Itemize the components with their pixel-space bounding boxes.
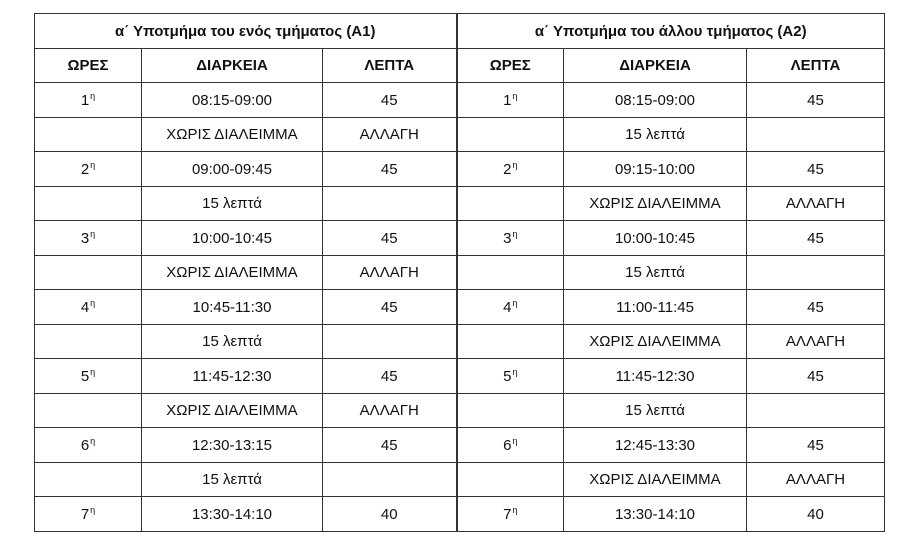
a2-hour-cell bbox=[457, 187, 564, 221]
a2-duration-cell: 10:00-10:45 bbox=[564, 221, 747, 256]
a2-hour-cell bbox=[457, 83, 564, 118]
a1-minutes-cell: ΑΛΛΑΓΗ bbox=[323, 394, 457, 428]
a1-minutes-cell: 45 bbox=[323, 428, 457, 463]
a1-hour-cell bbox=[35, 359, 142, 394]
a1-duration-cell: 10:00-10:45 bbox=[142, 221, 323, 256]
a2-minutes-cell: ΑΛΛΑΓΗ bbox=[747, 325, 885, 359]
a2-minutes-cell: 45 bbox=[747, 221, 885, 256]
a2-hour-ordinal: η bbox=[512, 298, 518, 308]
section-title-row bbox=[35, 14, 885, 49]
a2-duration-cell: ΧΩΡΙΣ ΔΙΑΛΕΙΜΜΑ bbox=[564, 187, 747, 221]
a1-hour-ordinal: η bbox=[90, 298, 96, 308]
a1-hour-ordinal: η bbox=[90, 367, 96, 377]
table-row bbox=[35, 290, 885, 325]
a1-hour-number: 4 bbox=[80, 299, 90, 316]
table-row bbox=[35, 152, 885, 187]
a1-duration-cell: ΧΩΡΙΣ ΔΙΑΛΕΙΜΜΑ bbox=[142, 118, 323, 152]
a2-hour-cell bbox=[457, 256, 564, 290]
a1-hour-number: 3 bbox=[80, 230, 90, 247]
a2-hour-cell bbox=[457, 221, 564, 256]
a1-hour-cell bbox=[35, 428, 142, 463]
a1-duration-cell: 08:15-09:00 bbox=[142, 83, 323, 118]
a1-hour-cell bbox=[35, 187, 142, 221]
a2-minutes-cell bbox=[747, 256, 885, 290]
a1-hour-ordinal: η bbox=[90, 91, 96, 101]
table-row bbox=[35, 256, 885, 290]
a1-minutes-cell: ΑΛΛΑΓΗ bbox=[323, 256, 457, 290]
a1-hour-number: 1 bbox=[80, 92, 90, 109]
a2-hour-cell bbox=[457, 118, 564, 152]
a1-hour-cell bbox=[35, 497, 142, 532]
a2-minutes-cell: 40 bbox=[747, 497, 885, 532]
a1-hour-number: 5 bbox=[80, 368, 90, 385]
a1-minutes-header: ΛΕΠΤΑ bbox=[323, 49, 457, 83]
a2-hour-number: 6 bbox=[503, 437, 512, 454]
a1-minutes-cell bbox=[323, 325, 457, 359]
a2-hour-number: 3 bbox=[503, 230, 512, 247]
a1-duration-cell: 15 λεπτά bbox=[142, 325, 323, 359]
a2-hour-ordinal: η bbox=[512, 367, 518, 377]
a1-minutes-cell bbox=[323, 187, 457, 221]
a2-duration-cell: 15 λεπτά bbox=[564, 118, 747, 152]
a2-hour-ordinal: η bbox=[512, 505, 518, 515]
table-row bbox=[35, 463, 885, 497]
schedule-table bbox=[34, 13, 885, 532]
a2-hour-number: 4 bbox=[503, 299, 512, 316]
a1-duration-cell: ΧΩΡΙΣ ΔΙΑΛΕΙΜΜΑ bbox=[142, 394, 323, 428]
table-row bbox=[35, 83, 885, 118]
a2-hour-number: 5 bbox=[503, 368, 512, 385]
a2-duration-cell: 11:45-12:30 bbox=[564, 359, 747, 394]
a2-minutes-cell: 45 bbox=[747, 359, 885, 394]
a2-hour-ordinal: η bbox=[512, 91, 518, 101]
section-a1-title: α΄ Υποτμήμα του ενός τμήματος (Α1) bbox=[35, 14, 457, 49]
a2-duration-cell: 15 λεπτά bbox=[564, 256, 747, 290]
a1-minutes-cell: 45 bbox=[323, 359, 457, 394]
a1-hours-header: ΩΡΕΣ bbox=[35, 49, 142, 83]
a1-duration-cell: 11:45-12:30 bbox=[142, 359, 323, 394]
a2-duration-header: ΔΙΑΡΚΕΙΑ bbox=[564, 49, 747, 83]
a1-hour-cell bbox=[35, 325, 142, 359]
a1-duration-cell: 10:45-11:30 bbox=[142, 290, 323, 325]
a2-hour-cell bbox=[457, 359, 564, 394]
a2-hour-cell bbox=[457, 325, 564, 359]
a2-minutes-cell bbox=[747, 394, 885, 428]
table-row bbox=[35, 187, 885, 221]
a2-hour-cell bbox=[457, 497, 564, 532]
a1-hour-ordinal: η bbox=[90, 505, 96, 515]
a2-minutes-cell bbox=[747, 118, 885, 152]
a2-minutes-cell: 45 bbox=[747, 83, 885, 118]
table-row bbox=[35, 221, 885, 256]
a2-hour-ordinal: η bbox=[512, 436, 518, 446]
a1-duration-cell: 13:30-14:10 bbox=[142, 497, 323, 532]
a2-duration-cell: 12:45-13:30 bbox=[564, 428, 747, 463]
a1-duration-header: ΔΙΑΡΚΕΙΑ bbox=[142, 49, 323, 83]
section-a2-title: α΄ Υποτμήμα του άλλου τμήματος (Α2) bbox=[457, 14, 885, 49]
a2-minutes-header: ΛΕΠΤΑ bbox=[747, 49, 885, 83]
a1-hour-cell bbox=[35, 290, 142, 325]
a2-duration-cell: 15 λεπτά bbox=[564, 394, 747, 428]
a2-minutes-cell: 45 bbox=[747, 152, 885, 187]
column-header-row bbox=[35, 49, 885, 83]
a1-hour-number: 7 bbox=[80, 506, 90, 523]
a2-hour-ordinal: η bbox=[512, 229, 518, 239]
a1-hour-ordinal: η bbox=[90, 229, 96, 239]
a2-hours-header: ΩΡΕΣ bbox=[457, 49, 564, 83]
a2-hour-cell bbox=[457, 394, 564, 428]
a2-hour-cell bbox=[457, 463, 564, 497]
a2-minutes-cell: ΑΛΛΑΓΗ bbox=[747, 187, 885, 221]
a1-minutes-cell: ΑΛΛΑΓΗ bbox=[323, 118, 457, 152]
a2-duration-cell: 09:15-10:00 bbox=[564, 152, 747, 187]
a1-hour-cell bbox=[35, 463, 142, 497]
a1-minutes-cell: 45 bbox=[323, 221, 457, 256]
a2-hour-ordinal: η bbox=[512, 160, 518, 170]
table-row bbox=[35, 118, 885, 152]
a1-hour-number: 2 bbox=[80, 161, 90, 178]
a1-hour-number: 6 bbox=[80, 437, 90, 454]
a1-hour-cell bbox=[35, 394, 142, 428]
a2-hour-cell bbox=[457, 428, 564, 463]
a1-hour-cell bbox=[35, 118, 142, 152]
a2-hour-cell bbox=[457, 290, 564, 325]
table-row bbox=[35, 325, 885, 359]
a2-duration-cell: ΧΩΡΙΣ ΔΙΑΛΕΙΜΜΑ bbox=[564, 325, 747, 359]
a1-minutes-cell: 40 bbox=[323, 497, 457, 532]
a2-minutes-cell: 45 bbox=[747, 428, 885, 463]
a1-minutes-cell bbox=[323, 463, 457, 497]
a1-duration-cell: 09:00-09:45 bbox=[142, 152, 323, 187]
a2-hour-cell bbox=[457, 152, 564, 187]
a2-minutes-cell: ΑΛΛΑΓΗ bbox=[747, 463, 885, 497]
table-row bbox=[35, 428, 885, 463]
a1-duration-cell: 15 λεπτά bbox=[142, 187, 323, 221]
a1-duration-cell: ΧΩΡΙΣ ΔΙΑΛΕΙΜΜΑ bbox=[142, 256, 323, 290]
a1-duration-cell: 12:30-13:15 bbox=[142, 428, 323, 463]
a2-minutes-cell: 45 bbox=[747, 290, 885, 325]
a2-duration-cell: 08:15-09:00 bbox=[564, 83, 747, 118]
a1-hour-cell bbox=[35, 152, 142, 187]
a2-hour-number: 7 bbox=[503, 506, 512, 523]
a2-duration-cell: 11:00-11:45 bbox=[564, 290, 747, 325]
a1-hour-ordinal: η bbox=[90, 160, 96, 170]
schedule-body bbox=[35, 83, 885, 532]
a1-duration-cell: 15 λεπτά bbox=[142, 463, 323, 497]
a2-hour-number: 1 bbox=[503, 92, 512, 109]
a1-minutes-cell: 45 bbox=[323, 83, 457, 118]
a1-hour-cell bbox=[35, 83, 142, 118]
a2-duration-cell: 13:30-14:10 bbox=[564, 497, 747, 532]
a2-hour-number: 2 bbox=[503, 161, 512, 178]
a1-minutes-cell: 45 bbox=[323, 152, 457, 187]
a1-hour-cell bbox=[35, 256, 142, 290]
a1-minutes-cell: 45 bbox=[323, 290, 457, 325]
table-row bbox=[35, 359, 885, 394]
table-row bbox=[35, 497, 885, 532]
a1-hour-ordinal: η bbox=[90, 436, 96, 446]
table-row bbox=[35, 394, 885, 428]
a2-duration-cell: ΧΩΡΙΣ ΔΙΑΛΕΙΜΜΑ bbox=[564, 463, 747, 497]
a1-hour-cell bbox=[35, 221, 142, 256]
